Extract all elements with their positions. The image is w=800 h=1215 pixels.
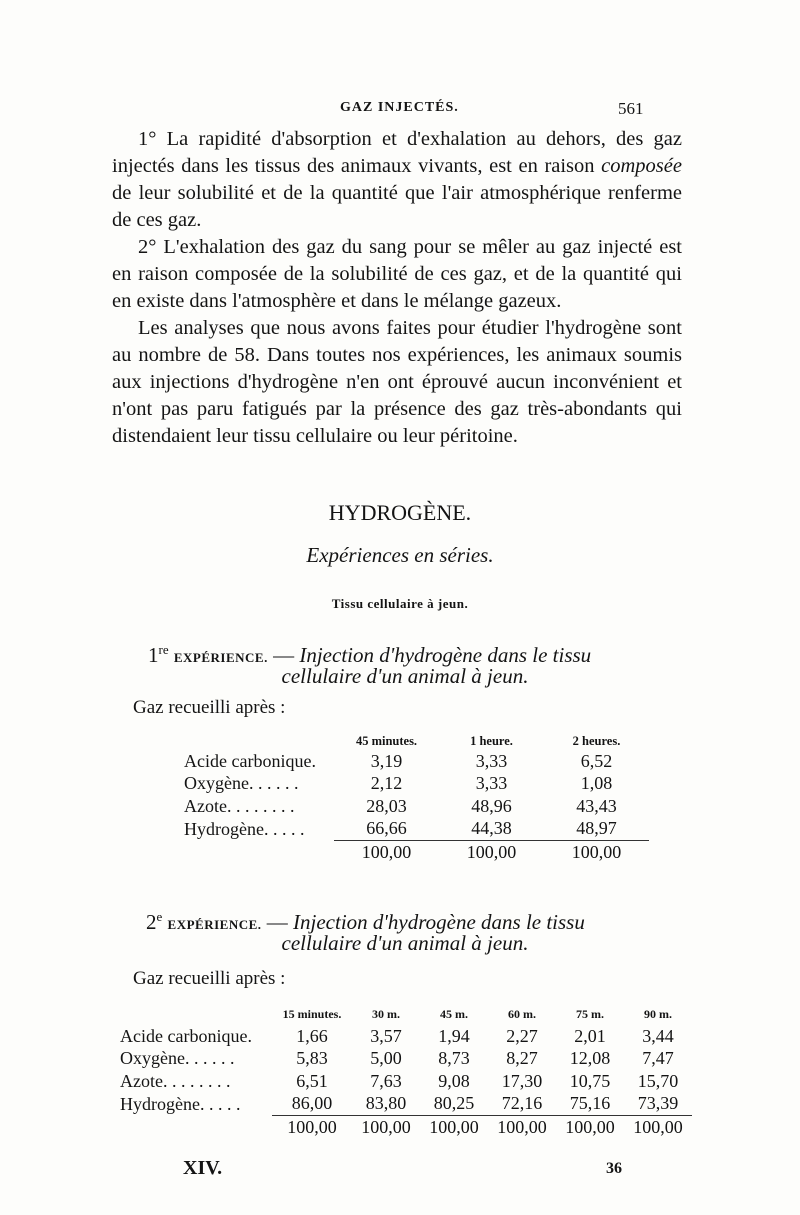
experiment-1-heading-line2: cellulaire d'un animal à jeun. <box>281 664 529 688</box>
column-header: 1 heure. <box>470 733 513 748</box>
column-header: 15 minutes. <box>282 1006 342 1021</box>
section-subtitle: Expériences en séries. <box>306 543 494 567</box>
paragraph-3: Les analyses que nous avons faites pour étudier l'hydrogène sont au nombre de 58. Dans toutes nos expériences, les animaux soumis aux injections d'hydrogène n'en ont éprouvé aucun inconvénient et n'ont pas paru fatigués par la présence des gaz très-abondants qui distendaient leur tissu cellulaire ou leur péritoine. <box>112 317 682 447</box>
signature-number: 36 <box>606 1160 622 1177</box>
column-header: 75 m. <box>576 1006 604 1021</box>
experiment-number: 2 <box>146 910 157 934</box>
totals-row: 100,00 100,00 100,00 100,00 100,00 100,00 <box>287 1116 683 1137</box>
body-text <box>112 126 682 450</box>
experiment-label: EXPÉRIENCE. <box>173 650 268 665</box>
page-number: 561 <box>618 99 644 118</box>
gas-collected-label: Gaz recueilli après : <box>133 697 286 718</box>
column-header: 45 m. <box>440 1006 468 1021</box>
column-header: 90 m. <box>644 1006 672 1021</box>
column-header: 45 minutes. <box>355 733 418 748</box>
experiment-2-heading: 2e EXPÉRIENCE. — Injection d'hydrogène dans le tissu <box>146 909 585 934</box>
experiment-label: EXPÉRIENCE. <box>167 917 262 932</box>
experiment-title: Injection d'hydrogène dans le tissu <box>293 910 585 934</box>
column-header: 2 heures. <box>572 733 621 748</box>
table-row: Oxygène. . . . . . 2,12 3,33 1,08 <box>184 773 613 794</box>
paragraph-2: 2° L'exhalation des gaz du sang pour se mêler au gaz injecté est en raison composée de la solubilité de ces gaz, et de la quantité qui en existe dans l'atmosphère et dans le mélange gazeux. <box>112 236 682 312</box>
table-row: Hydrogène. . . . . 66,66 44,38 48,97 <box>184 818 649 841</box>
totals-row: 100,00 100,00 100,00 <box>361 841 622 862</box>
section-title: HYDROGÈNE. <box>328 500 472 525</box>
running-head: GAZ INJECTÉS. <box>340 100 459 115</box>
table-row: Oxygène. . . . . . 5,83 5,00 8,73 8,27 12,08 7,47 <box>120 1048 674 1069</box>
table-header-row <box>184 732 649 750</box>
table-row: Acide carbonique. 3,19 3,33 6,52 <box>184 750 613 771</box>
table-header-row <box>120 1003 692 1025</box>
table-row: Hydrogène. . . . . 86,00 83,80 80,25 72,16 75,16 73,39 <box>120 1093 692 1116</box>
table-row: Azote. . . . . . . . 28,03 48,96 43,43 <box>184 795 617 816</box>
gas-collected-label: Gaz recueilli après : <box>133 968 286 989</box>
experiment-title: Injection d'hydrogène dans le tissu <box>299 643 592 667</box>
table-row: Acide carbonique. 1,66 3,57 1,94 2,27 2,01 3,44 <box>120 1025 674 1046</box>
column-header: 30 m. <box>372 1006 400 1021</box>
section-subsubtitle: Tissu cellulaire à jeun. <box>331 596 469 611</box>
experiment-2-table <box>120 1003 692 1139</box>
experiment-1-table <box>184 732 649 864</box>
experiment-2-heading-line2: cellulaire d'un animal à jeun. <box>281 931 529 955</box>
table-row: Azote. . . . . . . . 6,51 7,63 9,08 17,30 10,75 15,70 <box>120 1070 679 1091</box>
column-header: 60 m. <box>508 1006 536 1021</box>
experiment-number: 1 <box>148 643 159 667</box>
experiment-1-heading: 1re EXPÉRIENCE. — Injection d'hydrogène dans le tissu <box>148 642 592 667</box>
signature-mark: XIV. <box>183 1157 223 1179</box>
paragraph-1: 1° La rapidité d'absorption et d'exhalation au dehors, des gaz injectés dans les tissus des animaux vivants, est en raison composée de leur solubilité et de la quantité que l'air atmosphérique renferme de ces gaz. <box>112 128 682 231</box>
